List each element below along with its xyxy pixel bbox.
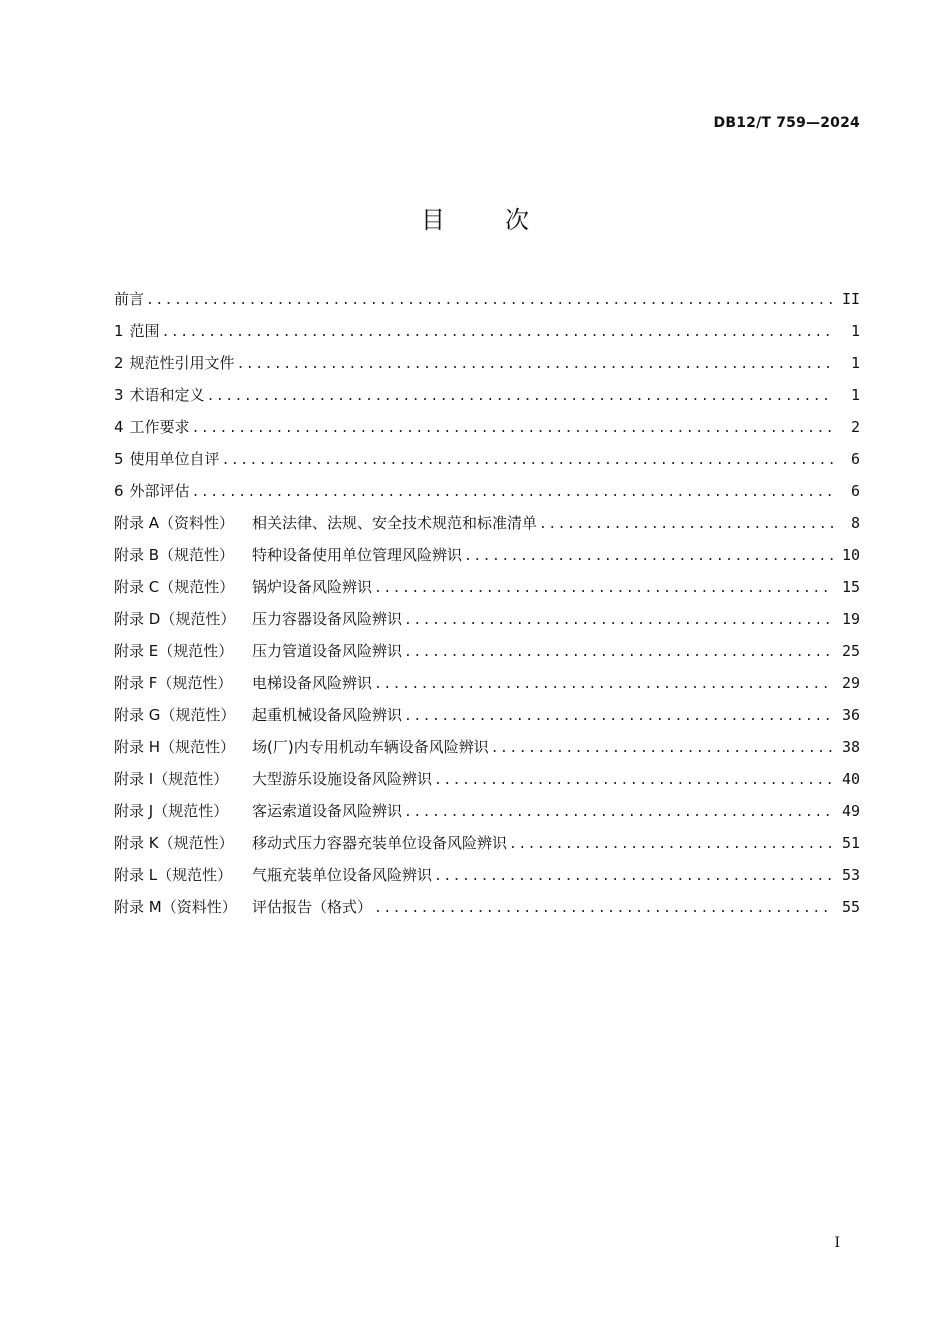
toc-leader-dots — [509, 832, 834, 858]
toc-leader-dots — [464, 544, 834, 570]
toc-entry-label — [114, 382, 205, 408]
toc-entry-page: 15 — [841, 578, 860, 596]
toc-entry-page: 53 — [841, 866, 860, 884]
toc-entry-label — [114, 670, 372, 696]
toc-entry-text: 使用单位自评 — [129, 450, 220, 468]
toc-entry-label — [114, 542, 462, 568]
toc-entry-text: 压力容器设备风险辨识 — [252, 610, 403, 628]
toc-entry[interactable] — [114, 286, 860, 318]
toc-entry[interactable] — [114, 318, 860, 350]
toc-entry-number: 1 — [114, 322, 124, 340]
toc-entry-page: 6 — [850, 450, 860, 468]
toc-entry-text: 相关法律、法规、安全技术规范和标准清单 — [252, 514, 538, 532]
toc-entry-number: 4 — [114, 418, 124, 436]
toc-entry[interactable] — [114, 574, 860, 606]
toc-entry-page: 2 — [850, 418, 860, 436]
toc-entry-text: 评估报告（格式） — [252, 898, 373, 916]
toc-entry-text: 前言 — [114, 290, 145, 308]
toc-entry-text: 场(厂)内专用机动车辆设备风险辨识 — [252, 738, 489, 756]
toc-entry-page: 25 — [841, 642, 860, 660]
toc-entry-label — [114, 318, 160, 344]
toc-entry-label — [114, 574, 372, 600]
toc-entry-label — [114, 638, 402, 664]
toc-entry-label — [114, 734, 489, 760]
toc-entry-text: 特种设备使用单位管理风险辨识 — [252, 546, 463, 564]
toc-entry-page: 36 — [841, 706, 860, 724]
toc-entry-label — [114, 862, 432, 888]
toc-entry-page: 10 — [841, 546, 860, 564]
toc-entry-page: 40 — [841, 770, 860, 788]
toc-entry-number: 2 — [114, 354, 124, 372]
toc-entry-label — [114, 798, 402, 824]
toc-appendix-kind: 附录 M（资料性） — [114, 898, 237, 916]
toc-leader-dots — [207, 384, 834, 410]
toc-entry[interactable] — [114, 862, 860, 894]
toc-entry[interactable] — [114, 510, 860, 542]
toc-entry-text: 范围 — [129, 322, 160, 340]
toc-leader-dots — [222, 448, 834, 474]
toc-entry[interactable] — [114, 734, 860, 766]
toc-entry-text: 术语和定义 — [129, 386, 205, 404]
toc-entry-text: 规范性引用文件 — [129, 354, 235, 372]
toc-appendix-kind: 附录 B（规范性） — [114, 546, 235, 564]
toc-entry[interactable] — [114, 638, 860, 670]
toc-entry-label — [114, 286, 144, 312]
toc-entry-number: 5 — [114, 450, 124, 468]
toc-appendix-kind: 附录 A（资料性） — [114, 514, 235, 532]
toc-appendix-kind: 附录 I（规范性） — [114, 770, 229, 788]
toc-entry[interactable] — [114, 894, 860, 926]
toc-entry[interactable] — [114, 350, 860, 382]
toc-appendix-kind: 附录 H（规范性） — [114, 738, 236, 756]
toc-entry-label — [114, 446, 220, 472]
toc-entry[interactable] — [114, 702, 860, 734]
toc-entry-page: 1 — [850, 354, 860, 372]
toc-entry-page: 49 — [841, 802, 860, 820]
toc-appendix-kind: 附录 C（规范性） — [114, 578, 235, 596]
toc-appendix-kind: 附录 L（规范性） — [114, 866, 233, 884]
toc-entry[interactable] — [114, 414, 860, 446]
toc-entry-page: 8 — [850, 514, 860, 532]
toc-appendix-kind: 附录 G（规范性） — [114, 706, 236, 724]
toc-entry-label — [114, 350, 235, 376]
toc-entry-text: 起重机械设备风险辨识 — [252, 706, 403, 724]
toc-entry-text: 大型游乐设施设备风险辨识 — [252, 770, 433, 788]
toc-entry-label — [114, 894, 372, 920]
toc-leader-dots — [146, 288, 834, 314]
toc-leader-dots — [404, 704, 834, 730]
toc-leader-dots — [192, 480, 834, 506]
toc-entry[interactable] — [114, 382, 860, 414]
toc-entry[interactable] — [114, 606, 860, 638]
toc-leader-dots — [434, 768, 834, 794]
toc-leader-dots — [434, 864, 834, 890]
toc-entry[interactable] — [114, 766, 860, 798]
toc-leader-dots — [374, 896, 834, 922]
toc-entry-text: 客运索道设备风险辨识 — [252, 802, 403, 820]
toc-entry-text: 电梯设备风险辨识 — [252, 674, 373, 692]
toc-entry-text: 外部评估 — [129, 482, 190, 500]
toc-leader-dots — [404, 800, 834, 826]
toc-appendix-kind: 附录 E（规范性） — [114, 642, 234, 660]
table-of-contents — [114, 286, 860, 926]
toc-entry-page: 6 — [850, 482, 860, 500]
toc-entry-text: 工作要求 — [129, 418, 190, 436]
toc-entry-text: 气瓶充装单位设备风险辨识 — [252, 866, 433, 884]
toc-appendix-kind: 附录 K（规范性） — [114, 834, 234, 852]
toc-entry[interactable] — [114, 798, 860, 830]
toc-entry-number: 6 — [114, 482, 124, 500]
toc-entry[interactable] — [114, 478, 860, 510]
toc-entry-page: 29 — [841, 674, 860, 692]
toc-entry[interactable] — [114, 542, 860, 574]
toc-entry[interactable] — [114, 670, 860, 702]
toc-leader-dots — [491, 736, 834, 762]
toc-entry-page: 19 — [841, 610, 860, 628]
toc-entry[interactable] — [114, 446, 860, 478]
toc-entry-number: 3 — [114, 386, 124, 404]
toc-leader-dots — [192, 416, 834, 442]
toc-entry-label — [114, 414, 190, 440]
page-number: I — [834, 1235, 840, 1251]
toc-leader-dots — [404, 640, 834, 666]
toc-entry-text: 压力管道设备风险辨识 — [252, 642, 403, 660]
toc-entry-page: 51 — [841, 834, 860, 852]
toc-entry-text: 锅炉设备风险辨识 — [252, 578, 373, 596]
toc-entry-page: 55 — [841, 898, 860, 916]
toc-entry-label — [114, 766, 432, 792]
document-code: DB12/T 759—2024 — [713, 115, 860, 131]
toc-appendix-kind: 附录 J（规范性） — [114, 802, 229, 820]
toc-entry-label — [114, 702, 402, 728]
toc-entry-page: II — [841, 290, 860, 308]
toc-leader-dots — [539, 512, 834, 538]
toc-entry-page: 1 — [850, 386, 860, 404]
toc-entry-label — [114, 830, 507, 856]
toc-leader-dots — [374, 672, 834, 698]
toc-entry-text: 移动式压力容器充装单位设备风险辨识 — [252, 834, 508, 852]
toc-entry-page: 1 — [850, 322, 860, 340]
toc-entry-label — [114, 606, 402, 632]
toc-leader-dots — [237, 352, 834, 378]
toc-title: 目次 — [421, 206, 589, 234]
toc-entry-page: 38 — [841, 738, 860, 756]
toc-leader-dots — [162, 320, 834, 346]
toc-appendix-kind: 附录 F（规范性） — [114, 674, 233, 692]
toc-entry-label — [114, 478, 190, 504]
toc-entry-label — [114, 510, 537, 536]
toc-entry[interactable] — [114, 830, 860, 862]
toc-leader-dots — [374, 576, 834, 602]
toc-appendix-kind: 附录 D（规范性） — [114, 610, 236, 628]
toc-leader-dots — [404, 608, 834, 634]
